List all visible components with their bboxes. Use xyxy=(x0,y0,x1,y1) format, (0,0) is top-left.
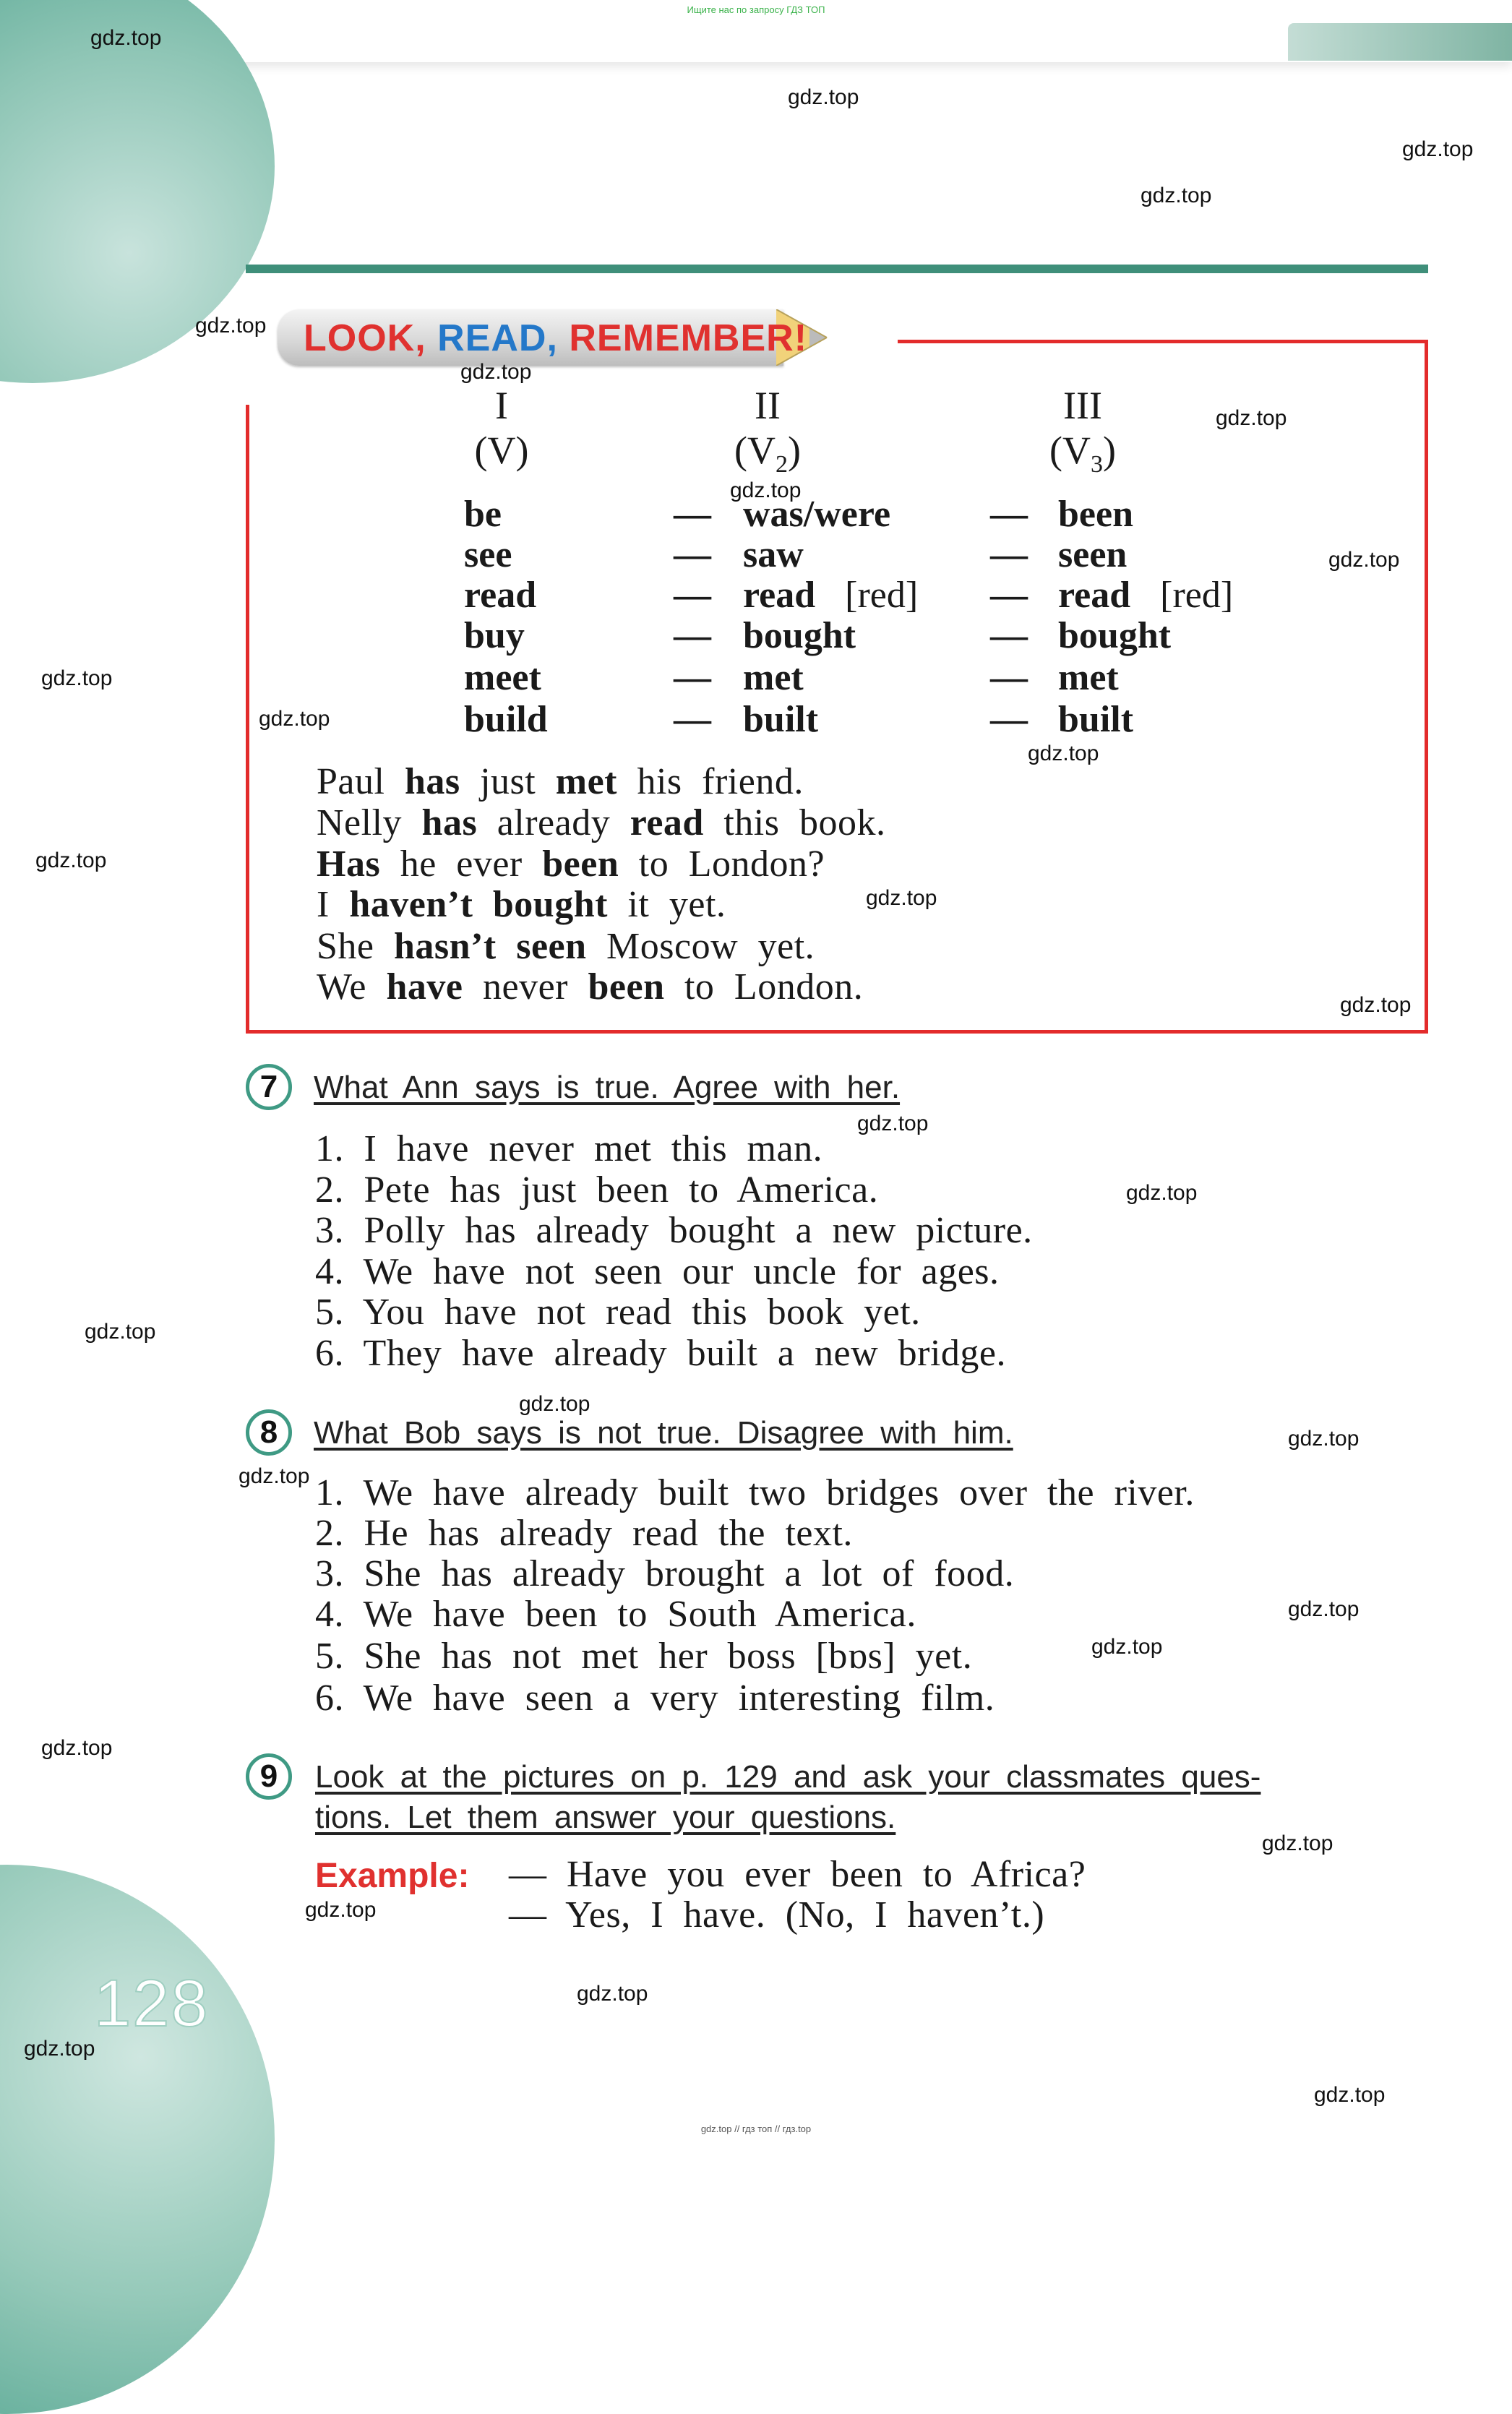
verb-v2-word: read xyxy=(743,575,816,616)
participle: read xyxy=(630,802,704,843)
form-3-sub: 3 xyxy=(1091,450,1103,478)
watermark: gdz.top xyxy=(1314,2083,1386,2107)
watermark: gdz.top xyxy=(857,1112,929,1135)
watermark: gdz.top xyxy=(41,1736,113,1760)
word: Nelly xyxy=(317,802,403,843)
verb-v3: seen xyxy=(1058,534,1127,575)
aux: has xyxy=(404,761,460,802)
watermark: gdz.top xyxy=(24,2037,95,2061)
exercise-9-title-line2: tions. Let them answer your questions. xyxy=(315,1800,896,1835)
exercise-7-item: 5. You have not read this book yet. xyxy=(315,1292,921,1333)
exercise-7-title: What Ann says is true. Agree with her. xyxy=(314,1070,901,1105)
dash: — xyxy=(990,534,1028,575)
watermark: gdz.top xyxy=(788,85,859,109)
exercise-8-item: 5. She has not met her boss [bɒs] yet. xyxy=(315,1636,973,1677)
col-roman-3: III xyxy=(1063,384,1102,427)
word: We xyxy=(317,966,366,1008)
watermark: gdz.top xyxy=(866,886,937,910)
verb-v1: see xyxy=(464,534,512,575)
participle: been xyxy=(588,966,665,1008)
banner-remember: REMEMBER! xyxy=(569,317,808,359)
exercise-7-item: 4. We have not seen our uncle for ages. xyxy=(315,1251,1000,1292)
word: She xyxy=(317,926,374,967)
watermark: gdz.top xyxy=(1288,1597,1359,1621)
exercise-8-item: 2. He has already read the text. xyxy=(315,1513,853,1554)
aux: hasn’t xyxy=(394,926,497,967)
form-3-close: ) xyxy=(1103,429,1116,472)
pronunciation: [red] xyxy=(845,575,919,616)
exercise-9-number: 9 xyxy=(246,1753,292,1800)
watermark: gdz.top xyxy=(519,1392,590,1416)
dash: — xyxy=(990,699,1028,740)
example-sentence xyxy=(317,883,726,926)
dash: — xyxy=(674,534,711,575)
watermark: gdz.top xyxy=(1328,548,1400,572)
dash: — xyxy=(674,575,711,616)
word: this book. xyxy=(723,802,886,843)
dash: — xyxy=(674,699,711,740)
verb-v2: bought xyxy=(743,615,856,656)
exercise-7-item: 2. Pete has just been to America. xyxy=(315,1169,879,1211)
section-divider xyxy=(246,265,1428,273)
word: Moscow yet. xyxy=(606,926,815,967)
banner-read: READ, xyxy=(437,317,558,359)
exercise-8-title: What Bob says is not true. Disagree with him. xyxy=(314,1415,1013,1451)
watermark: gdz.top xyxy=(730,478,802,502)
exercise-8-item: 4. We have been to South America. xyxy=(315,1594,916,1635)
example-label: Example: xyxy=(315,1857,470,1895)
word: his friend. xyxy=(637,761,804,802)
watermark: gdz.top xyxy=(195,314,267,338)
pronunciation: [red] xyxy=(1160,575,1234,616)
footer-links[interactable]: gdz.top // гдз топ // гдз.top xyxy=(700,2123,812,2134)
watermark[interactable]: gdz.top xyxy=(90,26,162,50)
participle: seen xyxy=(516,926,587,967)
aux: haven’t xyxy=(349,884,473,925)
watermark: gdz.top xyxy=(259,707,330,731)
col-head-2 xyxy=(695,383,840,478)
page-number: 128 xyxy=(94,1967,210,2040)
rule-box-top-border xyxy=(898,340,1428,343)
verb-v3: built xyxy=(1058,699,1134,740)
verb-v1: meet xyxy=(464,657,541,698)
form-2-close: ) xyxy=(788,429,801,472)
example-sentence xyxy=(317,843,825,885)
dash: — xyxy=(674,657,711,698)
verb-v3: met xyxy=(1058,657,1119,698)
verb-v2: built xyxy=(743,699,819,740)
verb-v3-word: read xyxy=(1058,575,1131,616)
verb-v3: bought xyxy=(1058,615,1172,656)
participle: met xyxy=(555,761,617,802)
top-bar-tab xyxy=(1288,23,1512,61)
verb-v3: been xyxy=(1058,494,1133,535)
col-form-1: (V) xyxy=(474,429,529,472)
word: just xyxy=(480,761,536,802)
exercise-7-item: 1. I have never met this man. xyxy=(315,1128,823,1169)
word: he ever xyxy=(400,843,523,885)
watermark: gdz.top xyxy=(1262,1831,1333,1855)
word: to London? xyxy=(638,843,825,885)
participle: bought xyxy=(492,884,608,925)
col-head-3 xyxy=(1010,383,1155,478)
watermark: gdz.top xyxy=(1126,1181,1198,1205)
word: already xyxy=(497,802,611,843)
col-form-3 xyxy=(1010,428,1155,478)
exercise-7-item: 3. Polly has already bought a new picture. xyxy=(315,1210,1033,1251)
exercise-8-item: 3. She has already brought a lot of food. xyxy=(315,1553,1015,1594)
word: I xyxy=(317,884,330,925)
word: to London. xyxy=(684,966,864,1008)
dash: — xyxy=(990,575,1028,616)
exercise-8-item: 6. We have seen a very interesting film. xyxy=(315,1678,995,1719)
verb-v1: buy xyxy=(464,615,525,656)
look-read-remember-banner xyxy=(278,306,827,369)
watermark: gdz.top xyxy=(41,666,113,690)
watermark: gdz.top xyxy=(1288,1427,1359,1451)
col-roman-1: I xyxy=(495,384,508,427)
verb-v1: read xyxy=(464,575,537,616)
top-banner[interactable]: Ищите нас по запросу ГДЗ ТОП xyxy=(687,4,825,15)
form-2-sub: 2 xyxy=(776,450,788,478)
exercise-8-item: 1. We have already built two bridges over the river. xyxy=(315,1472,1195,1513)
verb-v2: saw xyxy=(743,534,804,575)
aux: has xyxy=(421,802,478,843)
participle: been xyxy=(542,843,619,885)
watermark: gdz.top xyxy=(460,360,532,384)
form-3: (V xyxy=(1049,429,1091,472)
watermark: gdz.top xyxy=(85,1320,156,1344)
watermark: gdz.top xyxy=(1141,184,1212,207)
banner-look: LOOK, xyxy=(304,317,426,359)
col-roman-2: II xyxy=(755,384,781,427)
word: Paul xyxy=(317,761,385,802)
aux: have xyxy=(386,966,463,1008)
example-sentence xyxy=(317,925,815,968)
watermark: gdz.top xyxy=(1340,993,1412,1017)
rule-box-gap xyxy=(246,340,252,405)
dash: — xyxy=(990,657,1028,698)
watermark: gdz.top xyxy=(239,1464,310,1488)
watermark: gdz.top xyxy=(1402,137,1474,161)
col-head-1 xyxy=(429,383,574,473)
verb-v2: met xyxy=(743,657,804,698)
exercise-7-item: 6. They have already built a new bridge. xyxy=(315,1333,1006,1374)
word: it yet. xyxy=(627,884,726,925)
aux: Has xyxy=(317,843,381,885)
dash: — xyxy=(990,494,1028,535)
decor-circle-bottom xyxy=(0,1865,275,2414)
word: never xyxy=(483,966,568,1008)
banner-title xyxy=(304,317,807,360)
verb-v1: build xyxy=(464,699,548,740)
exercise-8-number: 8 xyxy=(246,1409,292,1456)
example-dialog-line: — Yes, I have. (No, I haven’t.) xyxy=(509,1894,1045,1936)
watermark: gdz.top xyxy=(577,1982,648,2006)
verb-v2: was/were xyxy=(743,494,891,535)
dash: — xyxy=(990,615,1028,656)
exercise-7-number: 7 xyxy=(246,1064,292,1110)
watermark: gdz.top xyxy=(305,1898,377,1922)
verb-v2 xyxy=(743,574,918,617)
watermark: gdz.top xyxy=(1216,406,1287,430)
watermark: gdz.top xyxy=(35,849,107,872)
exercise-9-title-line1: Look at the pictures on p. 129 and ask your classmates ques- xyxy=(315,1759,1261,1795)
form-2: (V xyxy=(734,429,776,472)
example-sentence xyxy=(317,760,804,803)
example-sentence xyxy=(317,802,885,844)
dash: — xyxy=(674,615,711,656)
example-sentence xyxy=(317,966,863,1008)
verb-v1: be xyxy=(464,494,502,535)
verb-v3 xyxy=(1058,574,1233,617)
dash: — xyxy=(674,494,711,535)
watermark: gdz.top xyxy=(1091,1635,1163,1659)
example-dialog-line: — Have you ever been to Africa? xyxy=(509,1854,1086,1895)
col-form-2 xyxy=(695,428,840,478)
watermark: gdz.top xyxy=(1028,742,1099,765)
